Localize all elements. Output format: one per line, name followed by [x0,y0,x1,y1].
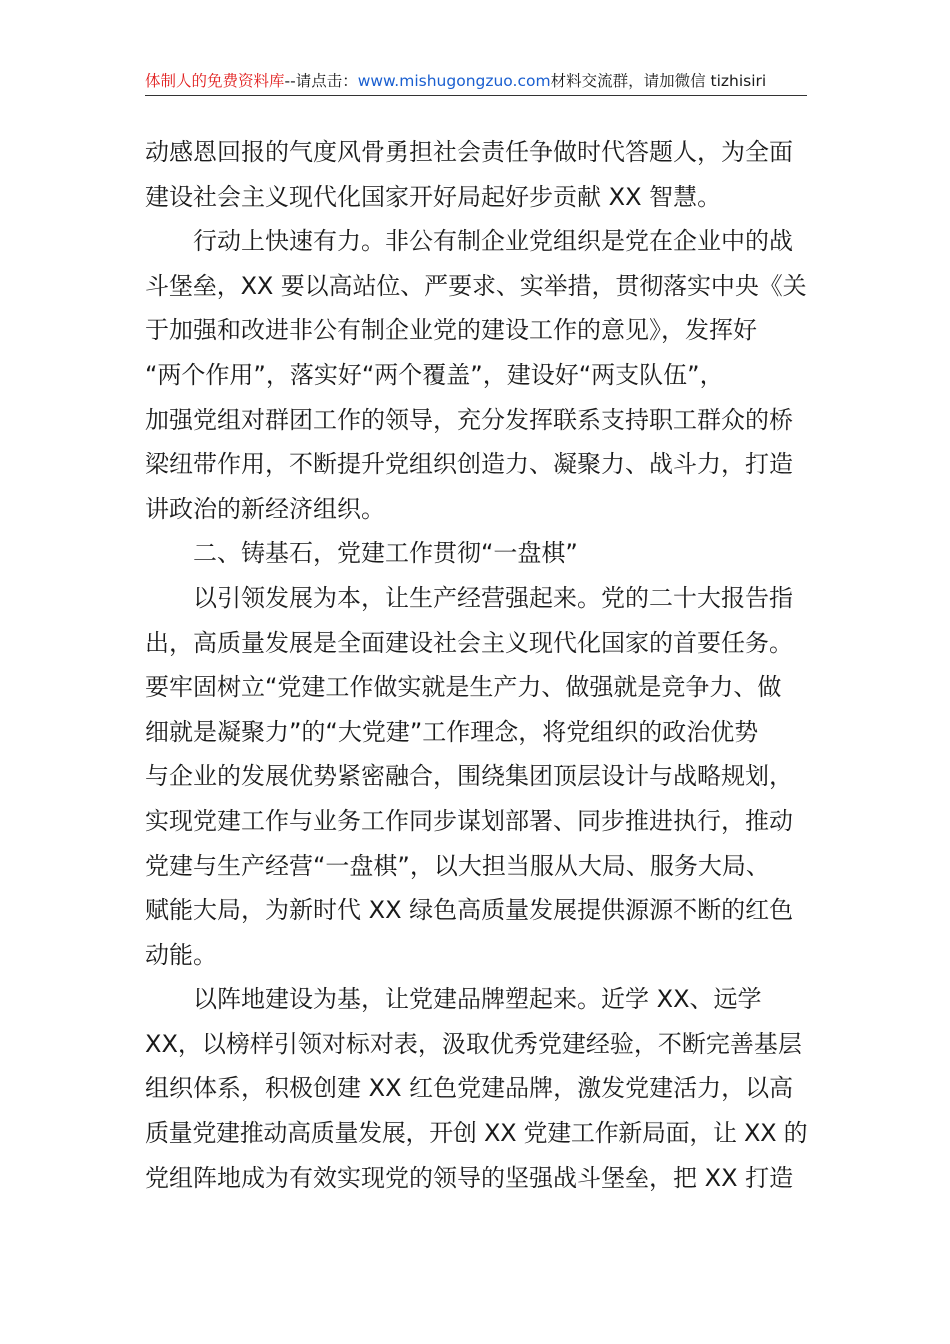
text-line: XX，以榜样引领对标对表，汲取优秀党建经验，不断完善基层 [145,1029,802,1058]
text-line: 动能。 [145,940,217,969]
text-line: 二、铸基石，党建工作贯彻“一盘棋” [193,539,578,568]
document-body [145,130,807,1200]
header-divider [145,95,807,96]
text-line: 实现党建工作与业务工作同步谋划部署、同步推进执行，推动 [145,806,793,835]
text-line: 加强党组对群团工作的领导，充分发挥联系支持职工群众的桥 [145,405,793,434]
text-line: 质量党建推动高质量发展，开创 XX 党建工作新局面，让 XX 的 [145,1119,808,1148]
text-line: 组织体系，积极创建 XX 红色党建品牌，激发党建活力，以高 [145,1074,794,1103]
text-line: 党组阵地成为有效实现党的领导的坚强战斗堡垒，把 XX 打造 [145,1163,794,1192]
text-line: 行动上快速有力。非公有制企业党组织是党在企业中的战 [193,227,793,256]
text-line: 斗堡垒，XX 要以高站位、严要求、实举措，贯彻落实中央《关 [145,271,807,300]
text-line: 出，高质量发展是全面建设社会主义现代化国家的首要任务。 [145,628,793,657]
page-header [145,68,807,94]
text-line: 细就是凝聚力”的“大党建”工作理念，将党组织的政治优势 [145,717,759,746]
text-line: 与企业的发展优势紧密融合，围绕集团顶层设计与战略规划， [145,762,793,791]
text-line: 梁纽带作用，不断提升党组织创造力、凝聚力、战斗力，打造 [145,450,793,479]
header-url-link[interactable]: www.mishugongzuo.com [357,72,551,90]
text-line: 建设社会主义现代化国家开好局起好步贡献 XX 智慧。 [145,182,722,211]
text-line: 要牢固树立“党建工作做实就是生产力、做强就是竞争力、做 [145,673,782,702]
header-brand: 体制人的免费资料库 [145,72,285,90]
text-line: 讲政治的新经济组织。 [145,494,385,523]
text-line: “两个作用”，落实好“两个覆盖”，建设好“两支队伍”， [145,360,724,389]
text-line: 赋能大局，为新时代 XX 绿色高质量发展提供源源不断的红色 [145,896,794,925]
text-line: 于加强和改进非公有制企业党的建设工作的意见》，发挥好 [145,316,757,345]
text-line: 以阵地建设为基，让党建品牌塑起来。近学 XX、远学 [193,985,762,1014]
text-line: 党建与生产经营“一盘棋”，以大担当服从大局、服务大局、 [145,851,770,880]
header-prompt: --请点击： [284,72,358,90]
text-line: 以引领发展为本，让生产经营强起来。党的二十大报告指 [193,583,793,612]
text-line: 动感恩回报的气度风骨勇担社会责任争做时代答题人，为全面 [145,138,793,166]
header-contact: 材料交流群，请加微信 tizhisiri [550,72,767,90]
